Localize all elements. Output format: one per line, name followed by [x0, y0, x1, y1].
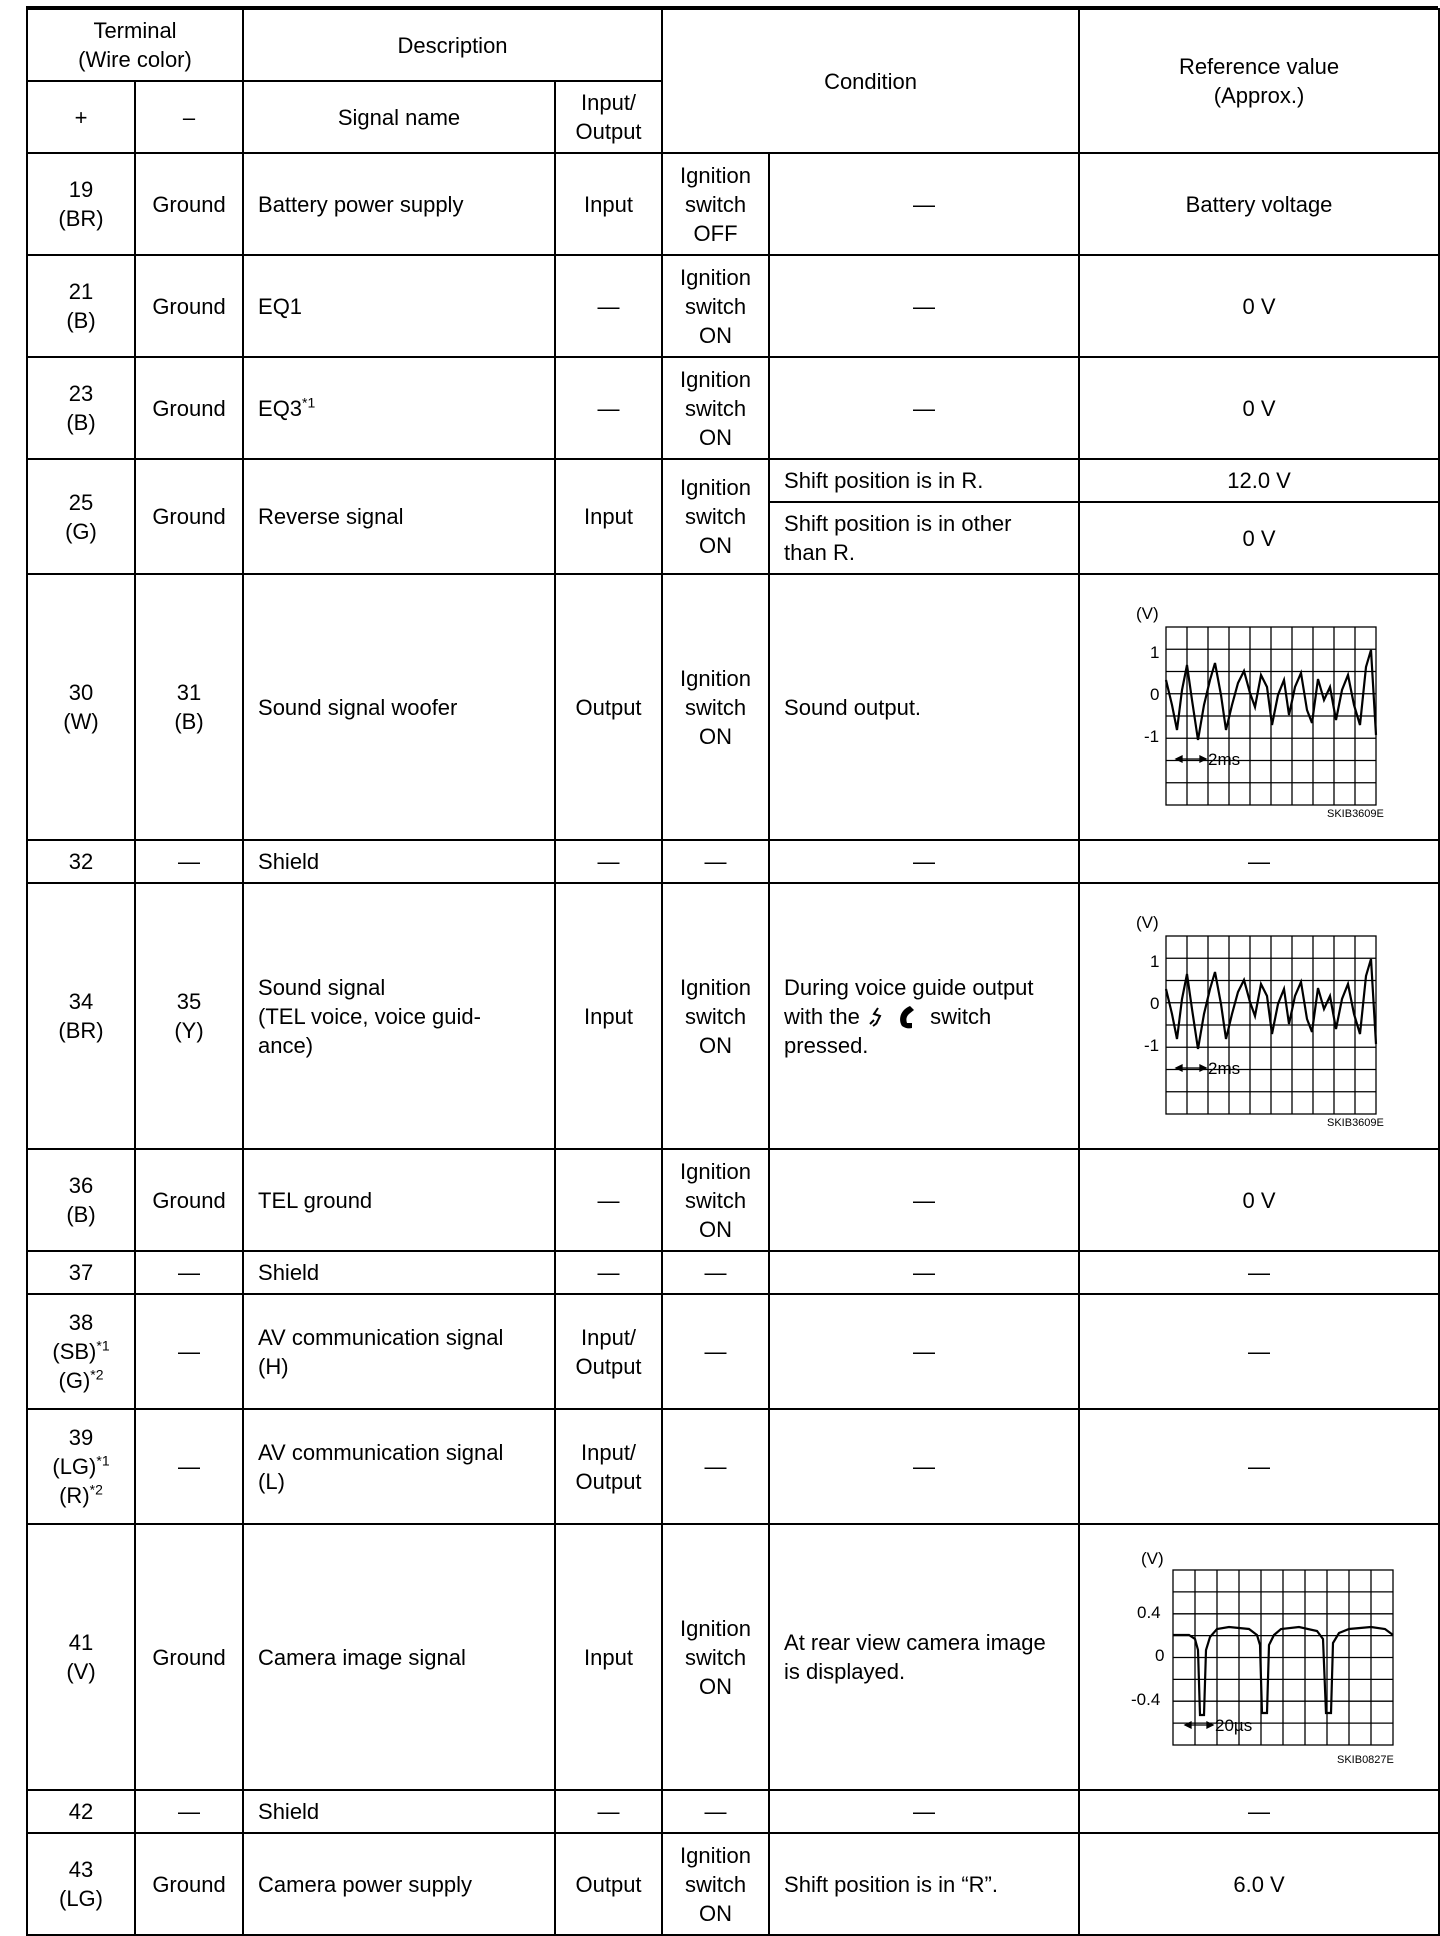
waveform-tick: -0.4 [1131, 1689, 1161, 1709]
plus-terminal: 38 (SB)$^{*1}$ $(G)^{*2}$ [27, 1294, 135, 1409]
condition-detail: Shift position is in “R”. [769, 1833, 1079, 1935]
condition-detail: — [769, 1149, 1079, 1251]
io-type: Input [555, 883, 662, 1149]
minus-terminal: 31 (B) [135, 574, 243, 840]
terminal-header: Terminal (Wire color) [27, 9, 243, 81]
table-row [27, 1790, 1439, 1833]
signal-name-header: Signal name [243, 81, 555, 153]
figure-code: SKIB3609E [1327, 807, 1384, 820]
minus-terminal: Ground [135, 153, 243, 255]
table-row [27, 1251, 1439, 1294]
reference-waveform-cell [1079, 574, 1439, 840]
io-type: Input/ Output [555, 1409, 662, 1524]
reference-value: — [1079, 1251, 1439, 1294]
table-row [27, 883, 1439, 1149]
ignition-condition: — [662, 1409, 769, 1524]
minus-terminal: Ground [135, 1149, 243, 1251]
condition-header: Condition [662, 9, 1079, 153]
table-row [27, 255, 1439, 357]
plus-terminal: 41 (V) [27, 1524, 135, 1790]
plus-terminal: 42 [27, 1790, 135, 1833]
ignition-condition: Ignition switch ON [662, 883, 769, 1149]
waveform-tick: 0.4 [1137, 1602, 1161, 1622]
signal-name: Camera image signal [243, 1524, 555, 1790]
waveform-tick: 1 [1150, 951, 1160, 971]
plus-terminal: 19 (BR) [27, 153, 135, 255]
signal-name: TEL ground [243, 1149, 555, 1251]
ignition-condition: Ignition switch ON [662, 459, 769, 574]
footnote-mark: *1 [302, 394, 316, 411]
signal-name: Shield [243, 840, 555, 883]
waveform-tick: 0 [1150, 684, 1160, 704]
condition-detail: — [769, 1409, 1079, 1524]
plus-terminal: 21 (B) [27, 255, 135, 357]
minus-terminal: — [135, 1294, 243, 1409]
waveform-unit: (V) [1136, 603, 1159, 623]
reference-value: 0 V [1079, 255, 1439, 357]
reference-value: 0 V [1079, 502, 1439, 574]
table-row [27, 1833, 1439, 1935]
signal-name: Camera power supply [243, 1833, 555, 1935]
reference-value: 0 V [1079, 357, 1439, 459]
minus-terminal: Ground [135, 255, 243, 357]
reference-value: — [1079, 1409, 1439, 1524]
ignition-condition: — [662, 1790, 769, 1833]
io-type: Input [555, 459, 662, 574]
reference-waveform-cell [1079, 883, 1439, 1149]
waveform-tick: -1 [1144, 1035, 1160, 1055]
signal-name: AV communication signal (L) [243, 1409, 555, 1524]
waveform-tick: 0 [1155, 1645, 1165, 1665]
waveform-scale: 20µs [1215, 1715, 1253, 1735]
condition-detail: At rear view camera image is displayed. [769, 1524, 1079, 1790]
plus-terminal: 37 [27, 1251, 135, 1294]
plus-terminal: 43 (LG) [27, 1833, 135, 1935]
figure-code: SKIB0827E [1337, 1753, 1394, 1766]
signal-name: Shield [243, 1790, 555, 1833]
plus-terminal: 34 (BR) [27, 883, 135, 1149]
table-row [27, 1294, 1439, 1409]
condition-detail: Shift position is in R. [769, 459, 1079, 502]
waveform-tick: -1 [1144, 726, 1160, 746]
reference-value: Battery voltage [1079, 153, 1439, 255]
condition-detail: — [769, 153, 1079, 255]
io-type: Input [555, 153, 662, 255]
waveform-tick: 1 [1150, 642, 1160, 662]
minus-terminal: — [135, 1790, 243, 1833]
reference-value: — [1079, 840, 1439, 883]
plus-terminal: 32 [27, 840, 135, 883]
condition-detail: — [769, 840, 1079, 883]
io-type: Input [555, 1524, 662, 1790]
signal-name: Shield [243, 1251, 555, 1294]
minus-terminal: Ground [135, 357, 243, 459]
reference-waveform-cell [1079, 1524, 1439, 1790]
minus-terminal: — [135, 1251, 243, 1294]
plus-terminal: 39 (LG)$^{*1}$ $(R)^{*2}$ [27, 1409, 135, 1524]
io-type: Output [555, 574, 662, 840]
ignition-condition: Ignition switch ON [662, 255, 769, 357]
waveform-voice [1114, 904, 1404, 1129]
signal-name: EQ3$^{*1}$ [243, 357, 555, 459]
ignition-condition: Ignition switch OFF [662, 153, 769, 255]
talk-phone-icon [866, 1004, 924, 1030]
figure-code: SKIB3609E [1327, 1116, 1384, 1129]
ignition-condition: — [662, 1294, 769, 1409]
waveform-camera [1109, 1545, 1409, 1770]
table-row [27, 574, 1439, 840]
reference-value: 12.0 V [1079, 459, 1439, 502]
reference-value: — [1079, 1790, 1439, 1833]
signal-name: EQ1 [243, 255, 555, 357]
minus-header: – [135, 81, 243, 153]
plus-terminal: 25 (G) [27, 459, 135, 574]
io-type: — [555, 1251, 662, 1294]
condition-detail: — [769, 1294, 1079, 1409]
io-type: Output [555, 1833, 662, 1935]
minus-terminal: Ground [135, 1833, 243, 1935]
waveform-unit: (V) [1141, 1548, 1164, 1568]
plus-header: + [27, 81, 135, 153]
minus-terminal: 35 (Y) [135, 883, 243, 1149]
condition-detail: — [769, 1790, 1079, 1833]
io-type: Input/ Output [555, 1294, 662, 1409]
table-row [27, 459, 1439, 502]
signal-name: Battery power supply [243, 153, 555, 255]
io-type: — [555, 255, 662, 357]
input-output-header: Input/ Output [555, 81, 662, 153]
header-row-1 [27, 9, 1439, 81]
ignition-condition: Ignition switch ON [662, 1833, 769, 1935]
ignition-condition: Ignition switch ON [662, 1149, 769, 1251]
waveform-scale: 2ms [1208, 749, 1241, 769]
ignition-condition: Ignition switch ON [662, 357, 769, 459]
minus-terminal: Ground [135, 459, 243, 574]
waveform-tick: 0 [1150, 993, 1160, 1013]
table-row [27, 357, 1439, 459]
condition-detail: Sound output. [769, 574, 1079, 840]
io-type: — [555, 1790, 662, 1833]
ignition-condition: — [662, 1251, 769, 1294]
table-row [27, 1409, 1439, 1524]
condition-detail: Shift position is in other than R. [769, 502, 1079, 574]
reference-header: Reference value (Approx.) [1079, 9, 1439, 153]
reference-value: — [1079, 1294, 1439, 1409]
plus-terminal: 23 (B) [27, 357, 135, 459]
table-row [27, 840, 1439, 883]
condition-detail: — [769, 255, 1079, 357]
signal-name: Reverse signal [243, 459, 555, 574]
signal-name: Sound signal (TEL voice, voice guid- ance) [243, 883, 555, 1149]
minus-terminal: — [135, 840, 243, 883]
ignition-condition: Ignition switch ON [662, 1524, 769, 1790]
waveform-woofer [1114, 595, 1404, 820]
terminal-table [26, 8, 1440, 1936]
ignition-condition: Ignition switch ON [662, 574, 769, 840]
signal-name: AV communication signal (H) [243, 1294, 555, 1409]
plus-terminal: 30 (W) [27, 574, 135, 840]
io-type: — [555, 357, 662, 459]
condition-detail: — [769, 357, 1079, 459]
minus-terminal: — [135, 1409, 243, 1524]
ignition-condition: — [662, 840, 769, 883]
table-row [27, 1149, 1439, 1251]
plus-terminal: 36 (B) [27, 1149, 135, 1251]
io-type: — [555, 840, 662, 883]
signal-name: Sound signal woofer [243, 574, 555, 840]
description-header: Description [243, 9, 662, 81]
waveform-unit: (V) [1136, 912, 1159, 932]
condition-detail: During voice guide output with the switch pressed. [769, 883, 1079, 1149]
reference-value: 0 V [1079, 1149, 1439, 1251]
table-row [27, 153, 1439, 255]
waveform-scale: 2ms [1208, 1058, 1241, 1078]
reference-value: 6.0 V [1079, 1833, 1439, 1935]
table-row [27, 1524, 1439, 1790]
minus-terminal: Ground [135, 1524, 243, 1790]
condition-detail: — [769, 1251, 1079, 1294]
io-type: — [555, 1149, 662, 1251]
